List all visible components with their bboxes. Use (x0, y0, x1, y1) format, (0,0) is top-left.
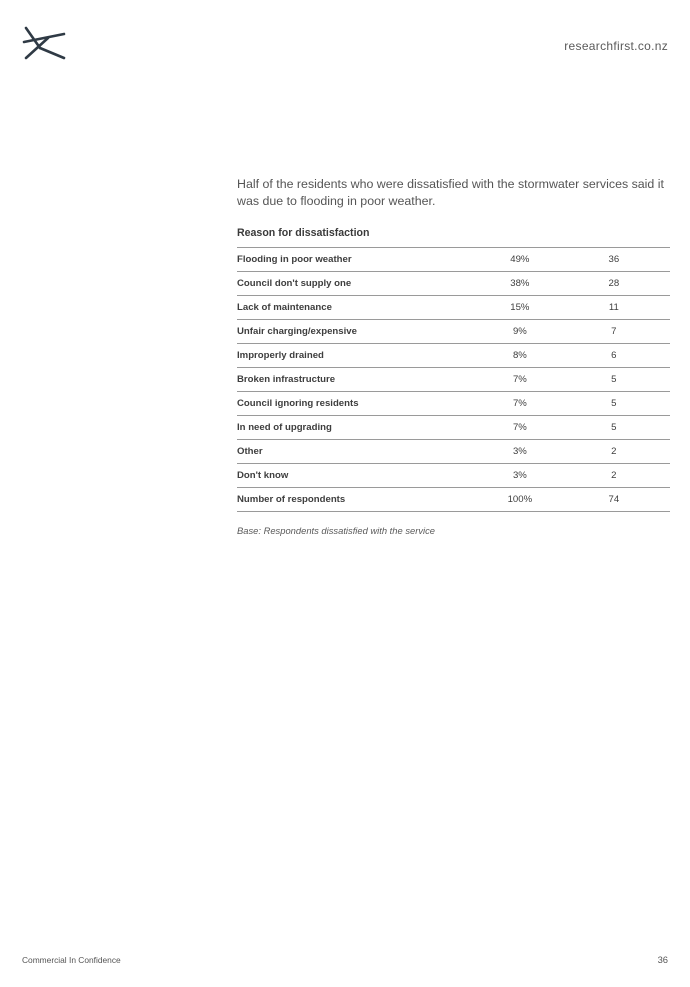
cell-percent: 7% (482, 368, 558, 392)
cell-percent: 9% (482, 320, 558, 344)
cell-label: Council ignoring residents (237, 392, 482, 416)
cell-label: Council don't supply one (237, 272, 482, 296)
table-row (237, 392, 670, 416)
page-number: 36 (657, 954, 668, 965)
cell-count: 6 (558, 344, 670, 368)
cell-percent: 7% (482, 392, 558, 416)
cell-percent: 38% (482, 272, 558, 296)
cell-count: 5 (558, 416, 670, 440)
website-url: researchfirst.co.nz (564, 39, 668, 53)
confidentiality-label: Commercial In Confidence (22, 955, 121, 965)
table-row (237, 368, 670, 392)
table-row (237, 488, 670, 512)
cell-label: Broken infrastructure (237, 368, 482, 392)
cell-label: Unfair charging/expensive (237, 320, 482, 344)
cell-count: 5 (558, 392, 670, 416)
cell-count: 28 (558, 272, 670, 296)
table-row (237, 320, 670, 344)
cell-label: Flooding in poor weather (237, 248, 482, 272)
cell-percent: 3% (482, 440, 558, 464)
cell-count: 2 (558, 440, 670, 464)
cell-count: 36 (558, 248, 670, 272)
base-note: Base: Respondents dissatisfied with the service (237, 525, 436, 536)
cell-count: 5 (558, 368, 670, 392)
intro-paragraph: Half of the residents who were dissatisfied with the stormwater services said it was due to flooding in poor weather. (237, 177, 664, 208)
cell-percent: 49% (482, 248, 558, 272)
cell-count: 2 (558, 464, 670, 488)
cell-label: Number of respondents (237, 488, 482, 512)
cell-percent: 3% (482, 464, 558, 488)
table-title: Reason for dissatisfaction (237, 227, 370, 239)
table-row (237, 296, 670, 320)
table-row (237, 440, 670, 464)
dissatisfaction-table (237, 247, 670, 512)
cell-count: 11 (558, 296, 670, 320)
cell-percent: 100% (482, 488, 558, 512)
cell-percent: 15% (482, 296, 558, 320)
cell-label: Improperly drained (237, 344, 482, 368)
cell-label: Lack of maintenance (237, 296, 482, 320)
cell-label: Don't know (237, 464, 482, 488)
cell-percent: 7% (482, 416, 558, 440)
table-row (237, 344, 670, 368)
cell-label: In need of upgrading (237, 416, 482, 440)
table-row (237, 272, 670, 296)
table-row (237, 416, 670, 440)
table-row (237, 464, 670, 488)
cell-percent: 8% (482, 344, 558, 368)
research-first-logo-icon (22, 26, 66, 60)
cell-count: 7 (558, 320, 670, 344)
cell-label: Other (237, 440, 482, 464)
cell-count: 74 (558, 488, 670, 512)
table-row (237, 248, 670, 272)
